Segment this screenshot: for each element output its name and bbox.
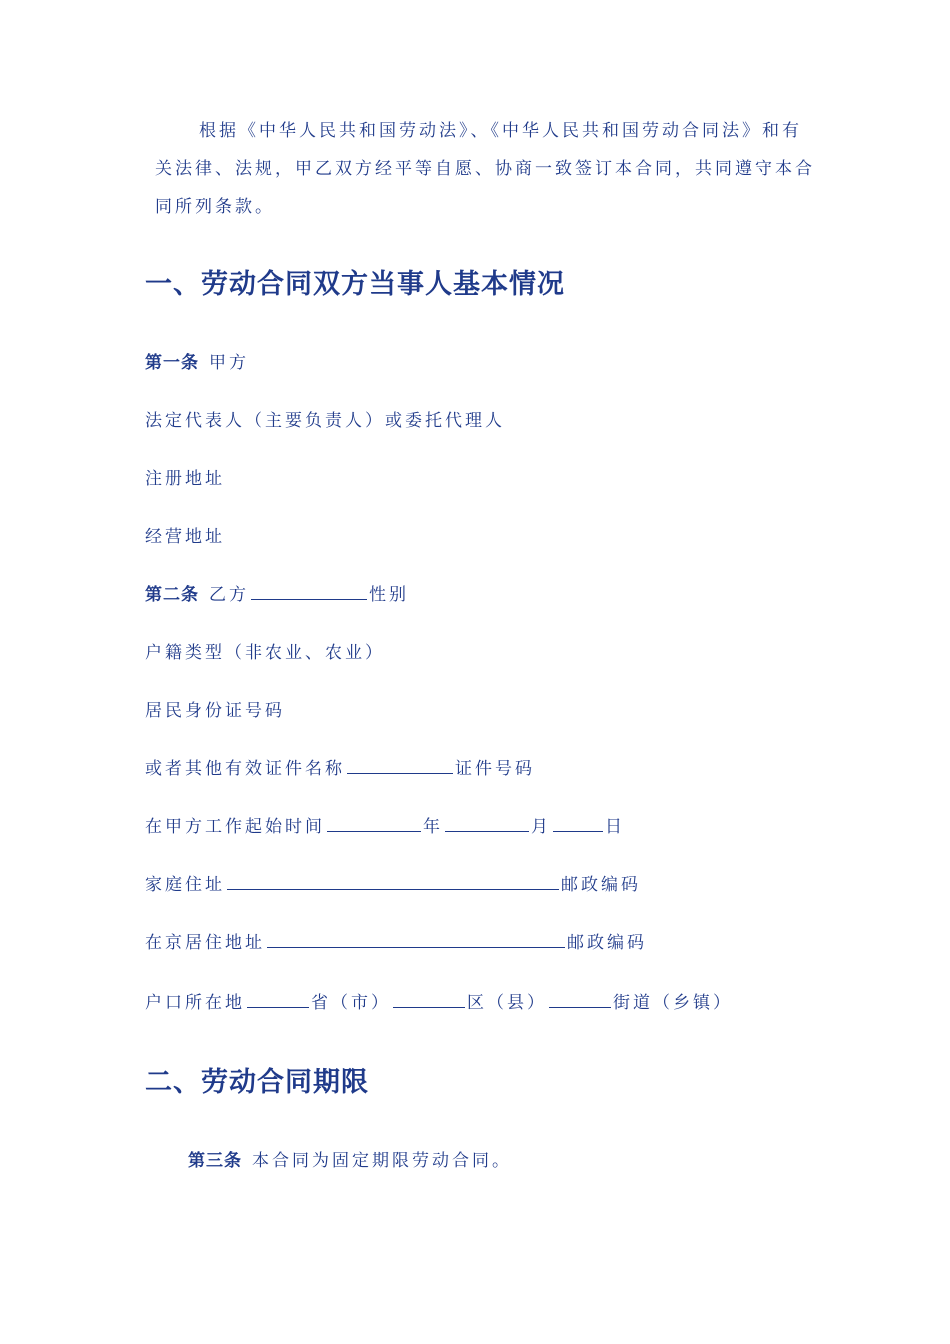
- party-a-label: 甲方: [209, 353, 249, 373]
- hukou-type-label: 户籍类型（非农业、农业）: [145, 643, 385, 663]
- year-blank[interactable]: [327, 815, 421, 832]
- section-1-heading: 一、劳动合同双方当事人基本情况: [145, 269, 565, 300]
- id-number-label: 居民身份证号码: [145, 701, 285, 721]
- hukou-location-label: 户口所在地: [145, 993, 245, 1013]
- beijing-address-line: [145, 928, 647, 953]
- article-1-line: [145, 348, 249, 373]
- home-address-line: [145, 870, 641, 895]
- district-blank[interactable]: [393, 991, 465, 1008]
- province-label: 省（市）: [311, 993, 391, 1013]
- article-3-label: 第三条: [188, 1151, 242, 1171]
- month-blank[interactable]: [445, 815, 529, 832]
- article-3-text: 本合同为固定期限劳动合同。: [252, 1151, 512, 1171]
- other-id-line: [145, 754, 535, 779]
- article-2-label: 第二条: [145, 585, 199, 605]
- other-id-name-blank[interactable]: [347, 757, 453, 774]
- article-1-label: 第一条: [145, 353, 199, 373]
- home-address-blank[interactable]: [227, 873, 559, 890]
- party-b-label: 乙方: [209, 585, 249, 605]
- street-blank[interactable]: [549, 991, 611, 1008]
- article-3-line: [188, 1146, 512, 1171]
- section-2-heading: 二、劳动合同期限: [145, 1067, 369, 1098]
- beijing-address-label: 在京居住地址: [145, 933, 265, 953]
- district-label: 区（县）: [467, 993, 547, 1013]
- start-time-label: 在甲方工作起始时间: [145, 817, 325, 837]
- article-2-line: [145, 580, 409, 605]
- home-address-label: 家庭住址: [145, 875, 225, 895]
- intro-paragraph: [155, 112, 815, 226]
- postcode-1-label: 邮政编码: [561, 875, 641, 895]
- hukou-location-line: [145, 988, 733, 1013]
- street-label: 街道（乡镇）: [613, 993, 733, 1013]
- year-label: 年: [423, 817, 443, 837]
- start-time-line: [145, 812, 625, 837]
- party-b-name-blank[interactable]: [251, 583, 367, 600]
- other-id-name-label: 或者其他有效证件名称: [145, 759, 345, 779]
- gender-label: 性别: [369, 585, 409, 605]
- biz-address-label: 经营地址: [145, 527, 225, 547]
- legal-rep-label: 法定代表人（主要负责人）或委托代理人: [145, 411, 505, 431]
- province-blank[interactable]: [247, 991, 309, 1008]
- beijing-address-blank[interactable]: [267, 931, 565, 948]
- reg-address-label: 注册地址: [145, 469, 225, 489]
- postcode-2-label: 邮政编码: [567, 933, 647, 953]
- id-no-label: 证件号码: [455, 759, 535, 779]
- intro-text: 根据《中华人民共和国劳动法》、《中华人民共和国劳动合同法》和有关法律、法规，甲乙双方经平等自愿、协商一致签订本合同，共同遵守本合同所列条款。: [155, 121, 815, 217]
- day-blank[interactable]: [553, 815, 603, 832]
- month-label: 月: [531, 817, 551, 837]
- day-label: 日: [605, 817, 625, 837]
